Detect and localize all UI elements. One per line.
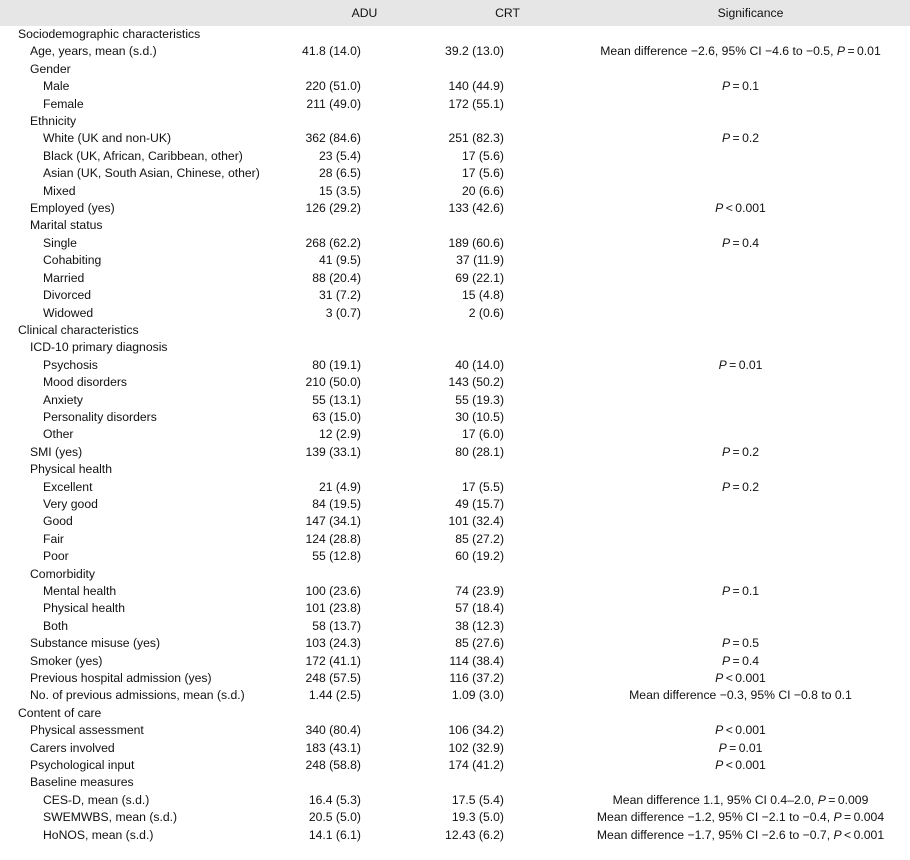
table-row — [0, 600, 910, 617]
row-label: Substance misuse (yes) — [30, 636, 161, 651]
table-row — [0, 444, 910, 461]
crt-value: 174 (41.2) — [448, 758, 504, 773]
table-row — [0, 165, 910, 182]
significance-value — [565, 26, 910, 43]
significance-value: P = 0.4 — [721, 235, 760, 250]
significance-value — [565, 165, 910, 182]
table-row — [0, 583, 910, 600]
significance-value — [565, 270, 910, 287]
adu-value: 58 (13.7) — [312, 618, 361, 633]
crt-value: 114 (38.4) — [449, 653, 504, 668]
adu-value: 362 (84.6) — [305, 131, 361, 146]
crt-value: 17 (5.6) — [461, 148, 504, 163]
significance-value: Mean difference −1.7, 95% CI −2.6 to −0.7, P < 0.001 — [596, 827, 885, 842]
adu-value: 41 (9.5) — [318, 253, 361, 268]
adu-value: 124 (28.8) — [305, 531, 361, 546]
crt-value: 55 (19.3) — [455, 392, 504, 407]
adu-value: 210 (50.0) — [305, 375, 361, 390]
table-row — [0, 252, 910, 269]
sub-row-label: Married — [43, 270, 85, 285]
adu-value: 31 (7.2) — [318, 288, 361, 303]
table-row — [0, 705, 910, 722]
table-row — [0, 687, 910, 704]
crt-value: 74 (23.9) — [455, 584, 504, 598]
crt-value: 1.09 (3.0) — [451, 688, 504, 703]
table-row — [0, 61, 910, 78]
crt-value: 19.3 (5.0) — [451, 810, 504, 825]
adu-value — [295, 217, 430, 234]
adu-value: 268 (62.2) — [305, 235, 361, 250]
crt-value: 39.2 (13.0) — [445, 44, 504, 59]
table-row — [0, 635, 910, 652]
significance-value: P = 0.1 — [721, 584, 760, 598]
table-row — [0, 496, 910, 513]
crt-value: 133 (42.6) — [448, 201, 504, 216]
adu-value: 63 (15.0) — [312, 409, 361, 424]
significance-value — [565, 513, 910, 530]
significance-value: P = 0.01 — [718, 740, 763, 755]
significance-value — [565, 774, 910, 791]
sub-row-label: Anxiety — [43, 392, 83, 407]
sub-row-label: CES-D, mean (s.d.) — [43, 792, 150, 807]
adu-value: 3 (0.7) — [325, 305, 361, 320]
sub-row-label: Female — [43, 96, 84, 111]
adu-value: 126 (29.2) — [305, 201, 361, 216]
significance-value — [565, 252, 910, 269]
significance-value: Mean difference 1.1, 95% CI 0.4–2.0, P = 0.009 — [612, 792, 869, 807]
significance-value: P < 0.001 — [715, 201, 766, 216]
header-row — [0, 0, 910, 26]
significance-value — [565, 61, 910, 78]
significance-value — [565, 113, 910, 130]
table-row — [0, 130, 910, 147]
adu-value — [295, 705, 430, 722]
row-label: Gender — [30, 61, 71, 76]
adu-value: 101 (23.8) — [305, 601, 361, 616]
sub-row-label: Very good — [43, 496, 98, 511]
significance-value — [565, 374, 910, 391]
table-row — [0, 618, 910, 635]
sub-row-label: Mood disorders — [43, 375, 127, 390]
table-row — [0, 740, 910, 757]
crt-value: 40 (14.0) — [455, 357, 504, 372]
row-label: Employed (yes) — [30, 201, 115, 216]
table-row — [0, 339, 910, 356]
crt-value: 38 (12.3) — [455, 618, 504, 633]
crt-value: 57 (18.4) — [455, 601, 504, 616]
crt-value — [430, 566, 565, 583]
crt-value: 17.5 (5.4) — [451, 792, 504, 807]
adu-value: 103 (24.3) — [305, 636, 361, 651]
sub-row-label: Asian (UK, South Asian, Chinese, other) — [43, 166, 260, 181]
table-row — [0, 113, 910, 130]
header-significance: Significance — [717, 6, 784, 20]
sub-row-label: Both — [43, 618, 69, 633]
table-row — [0, 774, 910, 791]
header-label-cell — [0, 0, 295, 26]
row-label: Ethnicity — [30, 114, 77, 129]
table-row — [0, 653, 910, 670]
adu-value: 211 (49.0) — [306, 96, 361, 111]
adu-value: 248 (58.8) — [305, 758, 361, 773]
adu-value: 41.8 (14.0) — [302, 44, 361, 59]
significance-value: P = 0.5 — [721, 636, 760, 651]
adu-value: 28 (6.5) — [318, 166, 361, 181]
crt-value: 2 (0.6) — [468, 305, 504, 320]
header-adu: ADU — [351, 6, 378, 20]
crt-value: 80 (28.1) — [455, 444, 504, 459]
crt-value: 20 (6.6) — [461, 183, 504, 198]
table-row — [0, 270, 910, 287]
significance-value — [565, 96, 910, 113]
table-row — [0, 357, 910, 374]
crt-value — [430, 61, 565, 78]
sub-row-label: White (UK and non-UK) — [43, 131, 172, 146]
significance-value: P = 0.01 — [718, 357, 763, 372]
sub-row-label: Black (UK, African, Caribbean, other) — [43, 148, 243, 163]
significance-value — [565, 217, 910, 234]
adu-value: 14.1 (6.1) — [308, 827, 361, 842]
significance-value: P < 0.001 — [715, 671, 766, 686]
row-label: Physical health — [30, 462, 112, 477]
table-row — [0, 809, 910, 826]
table-row — [0, 670, 910, 687]
sub-row-label: Cohabiting — [43, 253, 102, 268]
adu-value: 55 (13.1) — [312, 392, 361, 407]
significance-value — [565, 392, 910, 409]
crt-value: 251 (82.3) — [448, 131, 504, 146]
sub-row-label: Good — [43, 514, 73, 529]
significance-value — [565, 600, 910, 617]
crt-value — [430, 217, 565, 234]
significance-value — [565, 618, 910, 635]
row-label: Age, years, mean (s.d.) — [30, 44, 157, 59]
row-label: Previous hospital admission (yes) — [30, 671, 212, 686]
crt-value: 15 (4.8) — [461, 288, 504, 303]
table-row — [0, 426, 910, 443]
adu-value: 55 (12.8) — [312, 549, 361, 564]
sub-row-label: Fair — [43, 531, 64, 546]
adu-value — [295, 339, 430, 356]
row-label: Marital status — [30, 218, 103, 233]
adu-value — [295, 113, 430, 130]
table-row — [0, 827, 910, 844]
significance-value: P = 0.2 — [721, 479, 760, 494]
row-label: Psychological input — [30, 758, 135, 773]
significance-value — [565, 705, 910, 722]
table-row — [0, 322, 910, 339]
significance-value — [565, 531, 910, 548]
adu-value: 139 (33.1) — [305, 444, 361, 459]
significance-value — [565, 148, 910, 165]
table-row — [0, 513, 910, 530]
crt-value: 37 (11.9) — [456, 253, 504, 268]
adu-value: 23 (5.4) — [318, 148, 361, 163]
adu-value: 248 (57.5) — [305, 671, 361, 686]
crt-value: 85 (27.6) — [455, 636, 504, 651]
sub-row-label: Physical health — [43, 601, 125, 616]
significance-value — [565, 322, 910, 339]
table-row — [0, 96, 910, 113]
row-label: Baseline measures — [30, 775, 134, 790]
crt-value — [430, 705, 565, 722]
table-row — [0, 287, 910, 304]
crt-value — [430, 322, 565, 339]
row-label: Comorbidity — [30, 566, 96, 581]
section-heading: Content of care — [18, 705, 102, 720]
table-row — [0, 374, 910, 391]
row-label: Physical assessment — [30, 723, 144, 738]
section-heading: Sociodemographic characteristics — [18, 27, 201, 41]
table-row — [0, 305, 910, 322]
adu-value — [295, 774, 430, 791]
adu-value: 84 (19.5) — [312, 496, 361, 511]
crt-value: 30 (10.5) — [455, 409, 504, 424]
row-label: Smoker (yes) — [30, 653, 103, 668]
row-label: SMI (yes) — [30, 444, 83, 459]
adu-value — [295, 26, 430, 43]
sub-row-label: Excellent — [43, 479, 93, 494]
significance-value — [565, 496, 910, 513]
crt-value: 143 (50.2) — [448, 375, 504, 390]
table-body — [0, 26, 910, 844]
crt-value: 17 (5.6) — [461, 166, 504, 181]
table-row — [0, 479, 910, 496]
sub-row-label: Personality disorders — [43, 409, 157, 424]
table-row — [0, 78, 910, 95]
section-heading: Clinical characteristics — [18, 322, 139, 337]
significance-value — [565, 426, 910, 443]
adu-value: 15 (3.5) — [318, 183, 361, 198]
significance-value: Mean difference −2.6, 95% CI −4.6 to −0.5, P = 0.01 — [600, 44, 881, 59]
table-row — [0, 531, 910, 548]
table-row — [0, 792, 910, 809]
adu-value: 21 (4.9) — [318, 479, 361, 494]
table-row — [0, 757, 910, 774]
adu-value: 20.5 (5.0) — [308, 810, 361, 825]
table-row — [0, 26, 910, 43]
crt-value: 102 (32.9) — [448, 740, 504, 755]
adu-value — [295, 61, 430, 78]
row-label: ICD-10 primary diagnosis — [30, 340, 168, 355]
crt-value: 172 (55.1) — [448, 96, 504, 111]
adu-value: 147 (34.1) — [305, 514, 361, 529]
crt-value — [430, 774, 565, 791]
crt-value: 17 (6.0) — [461, 427, 504, 442]
table-row — [0, 722, 910, 739]
adu-value: 1.44 (2.5) — [308, 688, 361, 703]
significance-value: P = 0.1 — [721, 79, 760, 94]
sub-row-label: HoNOS, mean (s.d.) — [43, 827, 154, 842]
crt-value — [430, 26, 565, 43]
significance-value: P = 0.2 — [721, 131, 760, 146]
significance-value — [565, 305, 910, 322]
table-row — [0, 392, 910, 409]
crt-value: 85 (27.2) — [455, 531, 504, 546]
adu-value: 100 (23.6) — [305, 584, 361, 598]
adu-value: 12 (2.9) — [318, 427, 361, 442]
table-row — [0, 183, 910, 200]
table-row — [0, 566, 910, 583]
table-row — [0, 548, 910, 565]
crt-value: 189 (60.6) — [448, 235, 504, 250]
adu-value: 80 (19.1) — [312, 357, 361, 372]
adu-value — [295, 322, 430, 339]
adu-value: 183 (43.1) — [305, 740, 361, 755]
adu-value: 172 (41.1) — [305, 653, 361, 668]
sub-row-label: Poor — [43, 549, 69, 564]
crt-value: 106 (34.2) — [448, 723, 504, 738]
significance-value — [565, 287, 910, 304]
significance-value — [565, 548, 910, 565]
sub-row-label: Other — [43, 427, 74, 442]
adu-value: 340 (80.4) — [305, 723, 361, 738]
significance-value: P < 0.001 — [715, 758, 766, 773]
row-label: No. of previous admissions, mean (s.d.) — [30, 688, 245, 703]
sub-row-label: Mental health — [43, 584, 117, 598]
table-header — [0, 0, 910, 26]
table-row — [0, 217, 910, 234]
adu-value: 16.4 (5.3) — [308, 792, 361, 807]
table-row — [0, 148, 910, 165]
row-label: Carers involved — [30, 740, 115, 755]
crt-value: 69 (22.1) — [455, 270, 504, 285]
table-row — [0, 235, 910, 252]
crt-value — [430, 461, 565, 478]
adu-value — [295, 566, 430, 583]
sub-row-label: Widowed — [43, 305, 94, 320]
significance-value — [565, 461, 910, 478]
crt-value: 12.43 (6.2) — [445, 827, 504, 842]
crt-value: 140 (44.9) — [448, 79, 504, 94]
significance-value: Mean difference −1.2, 95% CI −2.1 to −0.4, P = 0.004 — [596, 810, 885, 825]
significance-value — [565, 566, 910, 583]
significance-value — [565, 409, 910, 426]
table-row — [0, 409, 910, 426]
significance-value: P = 0.4 — [721, 653, 760, 668]
table-row — [0, 43, 910, 60]
significance-value: P = 0.2 — [721, 444, 760, 459]
adu-value: 220 (51.0) — [305, 79, 361, 94]
significance-value: P < 0.001 — [715, 723, 766, 738]
header-crt: CRT — [495, 6, 520, 20]
sub-row-label: Psychosis — [43, 357, 98, 372]
crt-value — [430, 339, 565, 356]
sub-row-label: Divorced — [43, 288, 92, 303]
crt-value: 17 (5.5) — [461, 479, 504, 494]
table-row — [0, 200, 910, 217]
significance-value: Mean difference −0.3, 95% CI −0.8 to 0.1 — [629, 688, 852, 703]
adu-value: 88 (20.4) — [312, 270, 361, 285]
sub-row-label: Male — [43, 79, 70, 94]
adu-value — [295, 461, 430, 478]
crt-value: 49 (15.7) — [455, 496, 504, 511]
sub-row-label: SWEMWBS, mean (s.d.) — [43, 810, 178, 825]
crt-value: 60 (19.2) — [455, 549, 504, 564]
crt-value — [430, 113, 565, 130]
crt-value: 116 (37.2) — [449, 671, 504, 686]
significance-value — [565, 183, 910, 200]
sub-row-label: Mixed — [43, 183, 76, 198]
crt-value: 101 (32.4) — [448, 514, 504, 529]
significance-value — [565, 339, 910, 356]
table-row — [0, 461, 910, 478]
sub-row-label: Single — [43, 235, 77, 250]
